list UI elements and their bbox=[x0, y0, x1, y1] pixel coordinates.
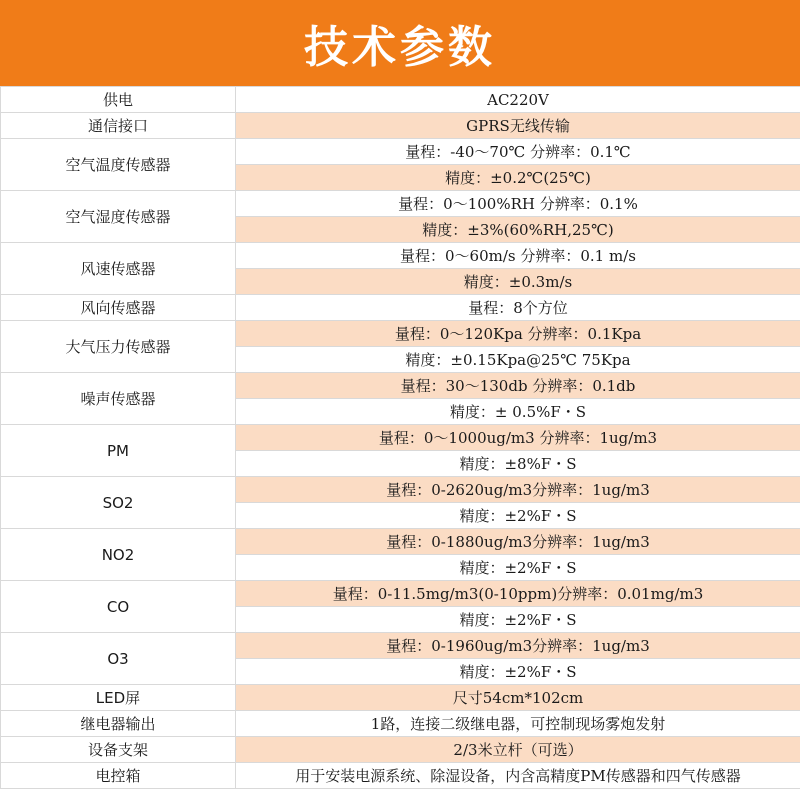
table-row bbox=[1, 685, 800, 711]
table-row bbox=[1, 87, 800, 113]
param-name: 空气温度传感器 bbox=[1, 139, 236, 191]
param-value: 精度：± 0.5%F・S bbox=[236, 399, 800, 425]
param-name: 继电器输出 bbox=[1, 711, 236, 737]
param-name: NO2 bbox=[1, 529, 236, 581]
table-row bbox=[1, 243, 800, 269]
param-value: 精度：±8%F・S bbox=[236, 451, 800, 477]
param-name: 通信接口 bbox=[1, 113, 236, 139]
table-row bbox=[1, 763, 800, 789]
param-value: 2/3米立杆（可选） bbox=[236, 737, 800, 763]
param-value: 精度：±2%F・S bbox=[236, 659, 800, 685]
table-row bbox=[1, 737, 800, 763]
param-name: 风速传感器 bbox=[1, 243, 236, 295]
param-value: 量程：0～100%RH 分辨率：0.1% bbox=[236, 191, 800, 217]
param-value: 量程：0～1000ug/m3 分辨率：1ug/m3 bbox=[236, 425, 800, 451]
table-row bbox=[1, 711, 800, 737]
param-value: 量程：0～120Kpa 分辨率：0.1Kpa bbox=[236, 321, 800, 347]
title-banner bbox=[0, 0, 800, 86]
param-value: 量程：0-2620ug/m3分辨率：1ug/m3 bbox=[236, 477, 800, 503]
param-value: 精度：±2%F・S bbox=[236, 555, 800, 581]
param-name: 供电 bbox=[1, 87, 236, 113]
param-name: 空气湿度传感器 bbox=[1, 191, 236, 243]
param-name: 噪声传感器 bbox=[1, 373, 236, 425]
table-row bbox=[1, 321, 800, 347]
table-row bbox=[1, 113, 800, 139]
param-value: 量程：-40～70℃ 分辨率：0.1℃ bbox=[236, 139, 800, 165]
table-row bbox=[1, 633, 800, 659]
table-row bbox=[1, 139, 800, 165]
param-value: 用于安装电源系统、除湿设备，内含高精度PM传感器和四气传感器 bbox=[236, 763, 800, 789]
param-name: CO bbox=[1, 581, 236, 633]
param-value: 量程：8个方位 bbox=[236, 295, 800, 321]
param-value: 量程：0-1880ug/m3分辨率：1ug/m3 bbox=[236, 529, 800, 555]
param-value: 量程：0～60m/s 分辨率：0.1 m/s bbox=[236, 243, 800, 269]
param-value: 1路，连接二级继电器，可控制现场雾炮发射 bbox=[236, 711, 800, 737]
param-value: AC220V bbox=[236, 87, 800, 113]
param-value: 精度：±3%(60%RH,25℃) bbox=[236, 217, 800, 243]
param-value: 精度：±0.3m/s bbox=[236, 269, 800, 295]
table-row bbox=[1, 581, 800, 607]
table-row bbox=[1, 295, 800, 321]
param-value: 精度：±2%F・S bbox=[236, 607, 800, 633]
param-name: O3 bbox=[1, 633, 236, 685]
param-name: 电控箱 bbox=[1, 763, 236, 789]
table-row bbox=[1, 191, 800, 217]
param-name: SO2 bbox=[1, 477, 236, 529]
page-title: 技术参数 bbox=[304, 22, 496, 73]
param-value: 尺寸54cm*102cm bbox=[236, 685, 800, 711]
param-value: 量程：0-11.5mg/m3(0-10ppm)分辨率：0.01mg/m3 bbox=[236, 581, 800, 607]
param-value: 精度：±0.2℃(25℃) bbox=[236, 165, 800, 191]
table-row bbox=[1, 373, 800, 399]
param-value: 精度：±2%F・S bbox=[236, 503, 800, 529]
table-row bbox=[1, 477, 800, 503]
param-value: 精度：±0.15Kpa@25℃ 75Kpa bbox=[236, 347, 800, 373]
param-name: 风向传感器 bbox=[1, 295, 236, 321]
param-name: LED屏 bbox=[1, 685, 236, 711]
param-name: 设备支架 bbox=[1, 737, 236, 763]
param-value: 量程：30～130db 分辨率：0.1db bbox=[236, 373, 800, 399]
table-row bbox=[1, 425, 800, 451]
param-name: PM bbox=[1, 425, 236, 477]
table-row bbox=[1, 529, 800, 555]
spec-table bbox=[0, 86, 800, 789]
param-value: GPRS无线传输 bbox=[236, 113, 800, 139]
param-value: 量程：0-1960ug/m3分辨率：1ug/m3 bbox=[236, 633, 800, 659]
param-name: 大气压力传感器 bbox=[1, 321, 236, 373]
